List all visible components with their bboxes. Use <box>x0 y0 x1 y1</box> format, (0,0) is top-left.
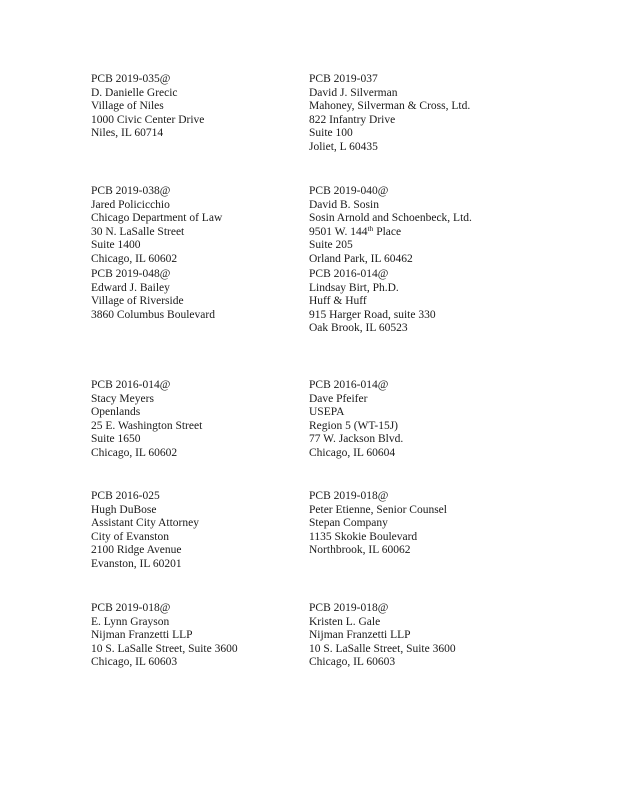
service-entry <box>91 602 296 670</box>
service-entry <box>309 73 514 155</box>
city-state-zip: Niles, IL 60714 <box>91 127 164 140</box>
recipient-name: D. Danielle Grecic <box>91 86 178 99</box>
service-entry <box>91 379 296 461</box>
service-entry <box>91 268 296 322</box>
recipient-name: Hugh DuBose <box>91 503 157 516</box>
city-state-zip: Northbrook, IL 60062 <box>309 544 411 557</box>
recipient-name: Edward J. Bailey <box>91 281 170 294</box>
organization: Nijman Franzetti LLP <box>91 629 193 642</box>
recipient-name: Lindsay Birt, Ph.D. <box>309 281 399 294</box>
case-number: PCB 2019-037 <box>309 73 378 85</box>
organization: Village of Niles <box>91 100 164 113</box>
address-line: 77 W. Jackson Blvd. <box>309 433 404 446</box>
address-line: 3860 Columbus Boulevard <box>91 308 215 321</box>
address-line: Region 5 (WT-15J) <box>309 419 399 432</box>
city-state-zip: Oak Brook, IL 60523 <box>309 322 408 335</box>
organization: Chicago Department of Law <box>91 212 223 225</box>
organization: Mahoney, Silverman & Cross, Ltd. <box>309 100 471 113</box>
organization: Huff & Huff <box>309 295 367 308</box>
address-line: 1135 Skokie Boulevard <box>309 530 418 543</box>
city-state-zip: Chicago, IL 60603 <box>309 656 396 669</box>
city-state-zip: Evanston, IL 60201 <box>91 557 182 570</box>
case-number: PCB 2019-038@ <box>91 185 171 197</box>
city-state-zip: Chicago, IL 60602 <box>91 446 178 459</box>
address-line: 25 E. Washington Street <box>91 419 203 432</box>
recipient-name: Peter Etienne, Senior Counsel <box>309 503 447 516</box>
case-number: PCB 2016-025 <box>91 490 160 502</box>
case-number: PCB 2019-035@ <box>91 73 171 85</box>
address-suite: Suite 1650 <box>91 433 141 446</box>
recipient-name: E. Lynn Grayson <box>91 615 170 628</box>
recipient-name: Jared Policicchio <box>91 198 170 211</box>
organization: Stepan Company <box>309 517 388 530</box>
address-line: 915 Harger Road, suite 330 <box>309 308 436 321</box>
recipient-name: David J. Silverman <box>309 86 398 99</box>
address-line: 1000 Civic Center Drive <box>91 113 205 126</box>
service-entry <box>309 379 514 461</box>
case-number: PCB 2019-018@ <box>91 602 171 614</box>
service-entry <box>309 602 514 670</box>
city-state-zip: Chicago, IL 60603 <box>91 656 178 669</box>
city-state-zip: Chicago, IL 60602 <box>91 252 178 265</box>
recipient-name: Stacy Meyers <box>91 392 154 405</box>
address-suite: Suite 1400 <box>91 239 141 252</box>
case-number: PCB 2019-018@ <box>309 602 389 614</box>
service-entry <box>91 185 296 267</box>
case-number: PCB 2016-014@ <box>309 268 389 280</box>
address-line: 10 S. LaSalle Street, Suite 3600 <box>91 642 238 655</box>
organization: Nijman Franzetti LLP <box>309 629 411 642</box>
case-number: PCB 2019-018@ <box>309 490 389 502</box>
service-entry <box>309 185 514 267</box>
organization: Openlands <box>91 406 141 419</box>
address-suite: Suite 100 <box>309 127 353 140</box>
case-number: PCB 2019-040@ <box>309 185 389 197</box>
address-line-superscript: 9501 W. 144th Place <box>309 223 402 238</box>
address-line: 30 N. LaSalle Street <box>91 225 185 238</box>
address-line: 10 S. LaSalle Street, Suite 3600 <box>309 642 456 655</box>
address-suite: Suite 205 <box>309 239 353 252</box>
service-entry <box>91 73 296 141</box>
service-entry <box>91 490 296 572</box>
recipient-title: Assistant City Attorney <box>91 517 199 530</box>
recipient-name: David B. Sosin <box>309 198 379 211</box>
service-entry <box>309 268 514 336</box>
case-number: PCB 2016-014@ <box>309 379 389 391</box>
city-state-zip: Chicago, IL 60604 <box>309 446 396 459</box>
address-line: 2100 Ridge Avenue <box>91 544 182 557</box>
service-entry <box>309 490 514 558</box>
case-number: PCB 2016-014@ <box>91 379 171 391</box>
city-state-zip: Orland Park, IL 60462 <box>309 252 413 265</box>
organization: Village of Riverside <box>91 295 184 308</box>
ordinal-suffix: th <box>367 223 374 233</box>
organization: Sosin Arnold and Schoenbeck, Ltd. <box>309 212 472 225</box>
recipient-name: Kristen L. Gale <box>309 615 381 628</box>
organization: City of Evanston <box>91 530 169 543</box>
city-state-zip: Joliet, L 60435 <box>309 140 378 153</box>
case-number: PCB 2019-048@ <box>91 268 171 280</box>
organization: USEPA <box>309 406 345 419</box>
address-line: 822 Infantry Drive <box>309 113 396 126</box>
recipient-name: Dave Pfeifer <box>309 392 368 405</box>
